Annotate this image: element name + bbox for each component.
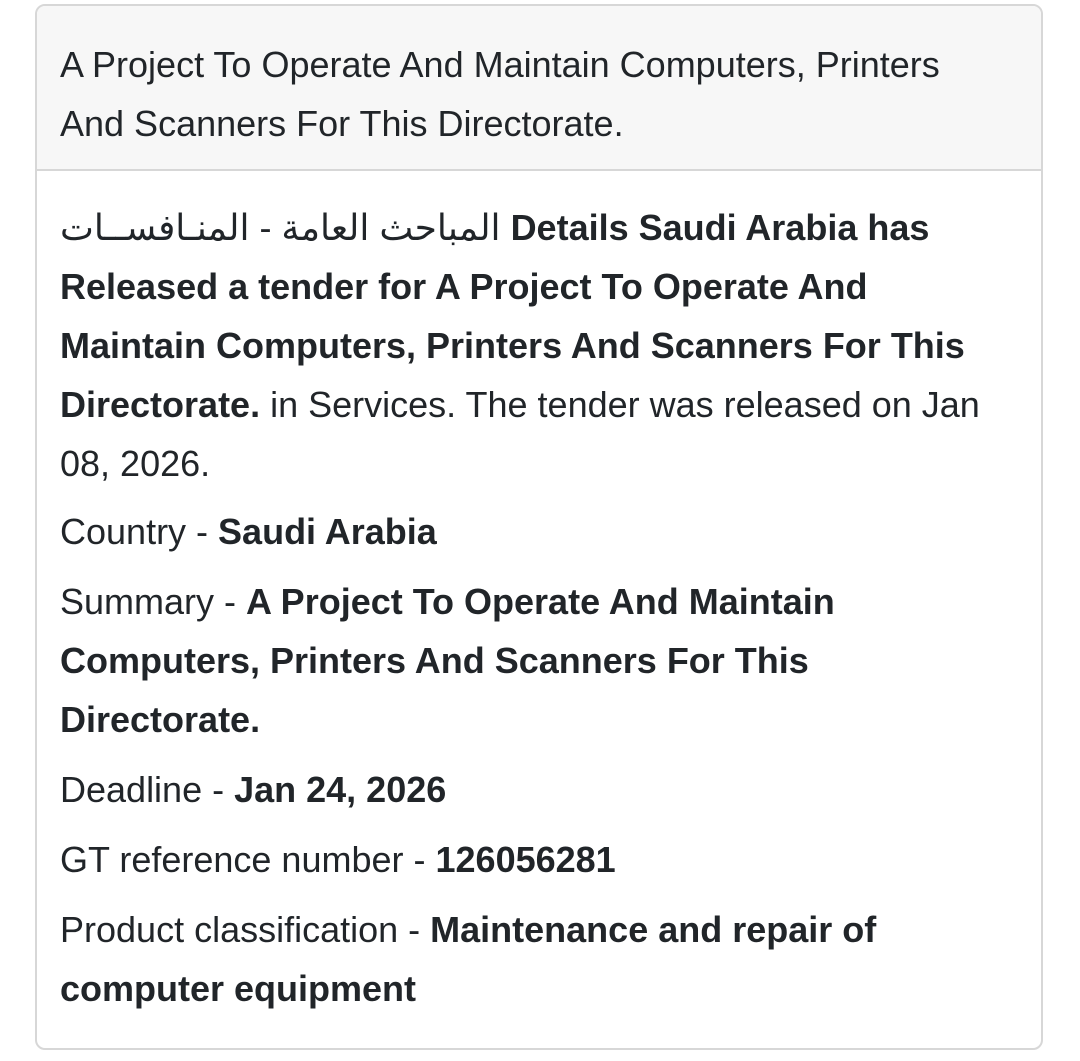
deadline-value: Jan 24, 2026 [234, 769, 447, 810]
description-intro: Details Saudi Arabia has Released a tender for [60, 207, 930, 307]
summary-field [60, 572, 1001, 749]
country-field [60, 502, 1001, 561]
description-outro: in Services. The tender was released on Jan 08, 2026. [60, 384, 980, 484]
gt-reference-label: GT reference number - [60, 839, 436, 880]
card-body [37, 171, 1041, 1018]
gt-reference-field [60, 830, 1001, 889]
gt-reference-value: 126056281 [435, 839, 616, 880]
description-tender-title: A Project To Operate And Maintain Computers, Printers And Scanners For This Directorate. [60, 266, 965, 425]
deadline-field [60, 760, 1001, 819]
card-header [37, 6, 1041, 171]
tender-description [60, 198, 1001, 493]
product-classification-label: Product classification - [60, 909, 431, 950]
product-classification-field [60, 900, 1001, 1018]
summary-value: A Project To Operate And Maintain Computers, Printers And Scanners For This Directorate. [60, 581, 835, 740]
product-classification-value: Maintenance and repair of computer equipment [60, 909, 877, 1009]
deadline-label: Deadline - [60, 769, 235, 810]
country-value: Saudi Arabia [218, 511, 437, 552]
authority-name: المباحث العامة - المنـافســات [60, 207, 501, 248]
summary-label: Summary - [60, 581, 247, 622]
country-label: Country - [60, 511, 219, 552]
tender-title: A Project To Operate And Maintain Computers, Printers And Scanners For This Directorate. [60, 44, 940, 144]
tender-card [35, 4, 1043, 1050]
